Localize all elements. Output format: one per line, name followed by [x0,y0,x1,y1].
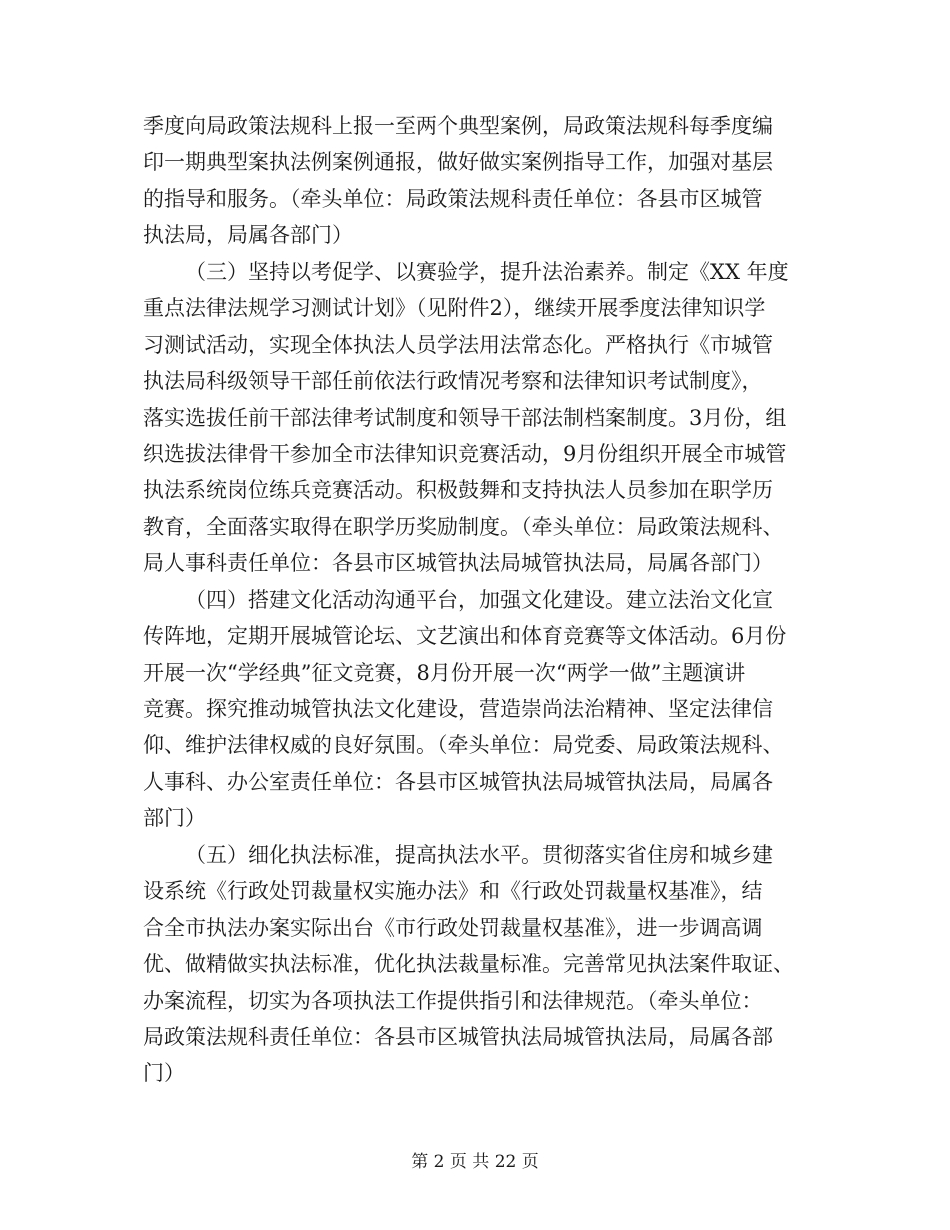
text-line: 局人事科责任单位：各县市区城管执法局城管执法局，局属各部门） [143,551,773,576]
text-line: 办案流程，切实为各项执法工作提供指引和法律规范。（牵头单位： [143,988,763,1013]
text-line: 优、做精做实执法标准，优化执法裁量标准。完善常见执法案件取证、 [143,952,794,977]
text-line: 落实选拔任前干部法律考试制度和领导干部法制档案制度。3月份，组 [143,405,787,430]
text-line: 执法局科级领导干部任前依法行政情况考察和法律知识考试制度》， [143,369,763,394]
text-line: 重点法律法规学习测试计划》（见附件2），继续开展季度法律知识学 [143,296,766,321]
text-line: 习测试活动，实现全体执法人员学法用法常态化。严格执行《市城管 [143,332,773,357]
text-line: 门） [143,1061,185,1086]
text-line: 印一期典型案执法例案例通报，做好做实案例指导工作，加强对基层 [143,150,773,175]
text-line: 传阵地，定期开展城管论坛、文艺演出和体育竞赛等文体活动。6月份 [143,624,787,649]
text-line: 执法系统岗位练兵竞赛活动。积极鼓舞和支持执法人员参加在职学历 [143,478,773,503]
text-line: 仰、维护法律权威的良好氛围。（牵头单位：局党委、局政策法规科、 [143,733,784,758]
text-line: 季度向局政策法规科上报一至两个典型案例，局政策法规科每季度编 [143,114,773,138]
text-line: 部门） [143,806,206,831]
text-line: 开展一次“学经典”征文竞赛，8月份开展一次“两学一做”主题演讲 [143,660,746,685]
section-4-heading-line: （四）搭建文化活动沟通平台，加强文化建设。建立法治文化宣 [185,587,773,612]
page-number-footer: 第 2 页 共 22 页 [411,1152,539,1172]
text-line: 人事科、办公室责任单位：各县市区城管执法局城管执法局，局属各 [143,769,773,794]
text-line: 教育，全面落实取得在职学历奖励制度。（牵头单位：局政策法规科、 [143,514,784,539]
document-body [143,108,810,1092]
text-line: 竞赛。探究推动城管执法文化建设，营造崇尚法治精神、坚定法律信 [143,697,773,721]
text-line: 执法局，局属各部门） [143,223,353,248]
text-line: 合全市执法办案实际出台《市行政处罚裁量权基准》，进一步调高调 [143,915,763,940]
section-5-heading-line: （五）细化执法标准，提高执法水平。贯彻落实省住房和城乡建 [185,842,773,867]
text-line: 织选拔法律骨干参加全市法律知识竞赛活动，9月份组织开展全市城管 [143,441,787,466]
text-line: 局政策法规科责任单位：各县市区城管执法局城管执法局，局属各部 [143,1024,773,1049]
section-3-heading-line: （三）坚持以考促学、以赛验学，提升法治素养。制定《XX 年度 [185,259,789,284]
text-line: 的指导和服务。（牵头单位：局政策法规科责任单位：各县市区城管 [143,186,763,211]
text-line: 设系统《行政处罚裁量权实施办法》和《行政处罚裁量权基准》，结 [143,879,763,904]
